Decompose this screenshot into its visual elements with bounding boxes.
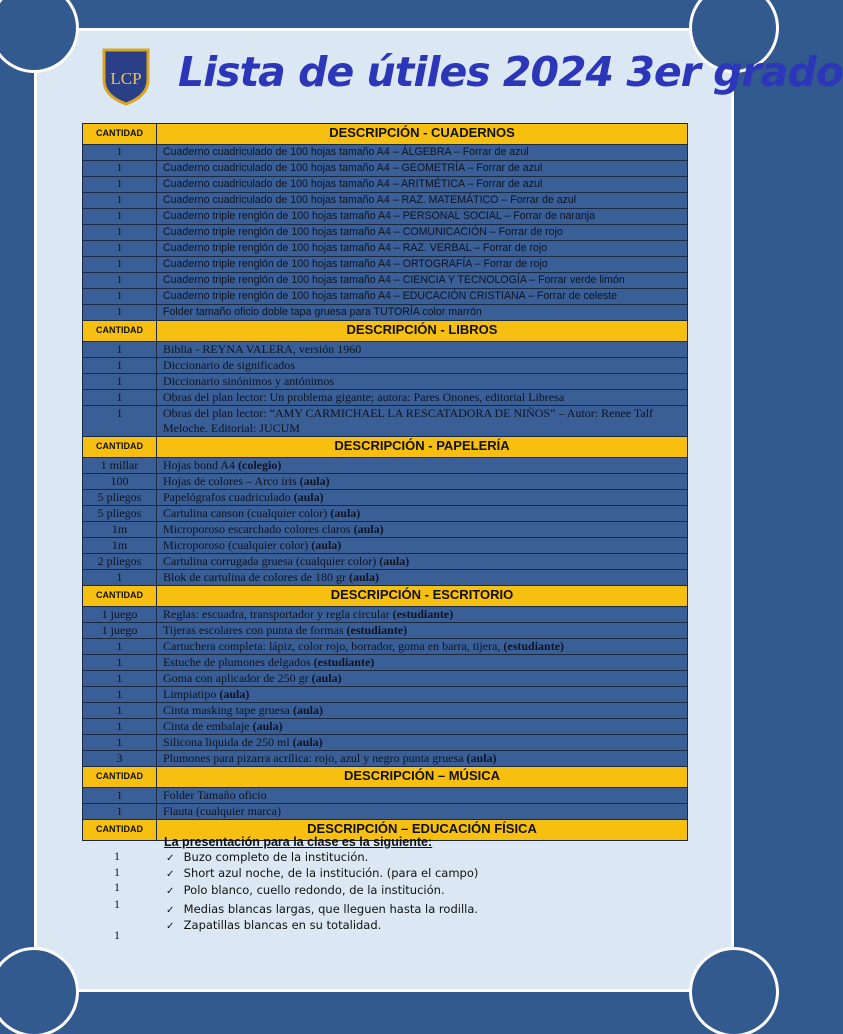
table-row: [83, 607, 688, 623]
section-header-row: [83, 321, 688, 342]
corner-decoration: [0, 950, 76, 1034]
item-description: Cinta masking tape gruesa (aula): [157, 703, 688, 719]
item-description: Obras del plan lector: “AMY CARMICHAEL LA RESCATADORA DE NIÑOS” – Autor: Renee Talf Meloche. Editorial: JUCUM: [157, 406, 688, 437]
pe-item-quantity: 1: [114, 865, 120, 879]
quantity-header: CANTIDAD: [83, 321, 157, 342]
item-description: Cartulina canson (cualquier color) (aula): [157, 506, 688, 522]
item-description: Cuaderno cuadriculado de 100 hojas tamaño A4 – GEOMETRÍA – Forrar de azul: [157, 161, 688, 177]
pe-list-item: [166, 850, 368, 864]
item-location-note: (aula): [466, 751, 497, 765]
item-description: Biblia - REYNA VALERA, versión 1960: [157, 342, 688, 358]
item-description: Diccionario sinónimos y antónimos: [157, 374, 688, 390]
checkmark-icon: ✓: [166, 886, 175, 897]
table-row: [83, 804, 688, 820]
item-quantity: 1m: [83, 538, 157, 554]
table-row: [83, 490, 688, 506]
table-row: [83, 458, 688, 474]
table-row: [83, 719, 688, 735]
item-description: Hojas de colores – Arco iris (aula): [157, 474, 688, 490]
item-location-note: (aula): [311, 538, 342, 552]
pe-list-item: [166, 918, 381, 932]
section-header-row: [83, 437, 688, 458]
item-quantity: 1: [83, 703, 157, 719]
item-quantity: 1: [83, 145, 157, 161]
table-row: [83, 241, 688, 257]
item-quantity: 1: [83, 655, 157, 671]
item-location-note: (aula): [219, 687, 250, 701]
table-row: [83, 257, 688, 273]
school-crest-logo: [100, 46, 152, 106]
pe-list-item: [166, 883, 445, 897]
item-description: Folder Tamaño oficio: [157, 788, 688, 804]
item-location-note: (estudiante): [503, 639, 565, 653]
table-row: [83, 788, 688, 804]
table-row: [83, 751, 688, 767]
section-title: DESCRIPCIÓN – MÚSICA: [157, 767, 688, 788]
section-header-row: [83, 767, 688, 788]
section-header-row: [83, 124, 688, 145]
item-quantity: 2 pliegos: [83, 554, 157, 570]
table-row: [83, 193, 688, 209]
item-description: Estuche de plumones delgados (estudiante): [157, 655, 688, 671]
item-quantity: 1: [83, 161, 157, 177]
pe-item-quantity: 1: [114, 928, 120, 942]
item-quantity: 3: [83, 751, 157, 767]
table-row: [83, 522, 688, 538]
item-description: Papelógrafos cuadriculado (aula): [157, 490, 688, 506]
item-location-note: (estudiante): [313, 655, 375, 669]
item-quantity: 1: [83, 406, 157, 437]
item-description: Cuaderno triple renglón de 100 hojas tamaño A4 – ORTOGRAFÍA – Forrar de rojo: [157, 257, 688, 273]
corner-decoration: [0, 0, 76, 70]
item-description: Cuaderno triple renglón de 100 hojas tamaño A4 – CIENCIA Y TECNOLOGÍA – Forrar verde limón: [157, 273, 688, 289]
pe-item-text: Short azul noche, de la institución. (para el campo): [180, 866, 479, 880]
item-quantity: 1: [83, 305, 157, 321]
pe-list-item: [166, 866, 478, 880]
item-description: Blok de cartulina de colores de 180 gr (aula): [157, 570, 688, 586]
pe-list-item: [166, 902, 478, 916]
table-row: [83, 273, 688, 289]
quantity-header: CANTIDAD: [83, 586, 157, 607]
table-row: [83, 570, 688, 586]
pe-item-quantity: 1: [114, 849, 120, 863]
table-row: [83, 655, 688, 671]
quantity-header: CANTIDAD: [83, 437, 157, 458]
section-title: DESCRIPCIÓN - PAPELERÍA: [157, 437, 688, 458]
table-row: [83, 735, 688, 751]
corner-decoration: [692, 950, 776, 1034]
item-quantity: 1 juego: [83, 623, 157, 639]
item-description: Microporoso escarchado colores claros (aula): [157, 522, 688, 538]
item-location-note: (aula): [353, 522, 384, 536]
pe-item-quantity: 1: [114, 897, 120, 911]
item-quantity: 1m: [83, 522, 157, 538]
section-title: DESCRIPCIÓN - LIBROS: [157, 321, 688, 342]
item-quantity: 1: [83, 390, 157, 406]
item-location-note: (aula): [293, 490, 324, 504]
table-row: [83, 358, 688, 374]
table-row: [83, 687, 688, 703]
page-header: [100, 42, 843, 112]
checkmark-icon: ✓: [166, 853, 175, 864]
item-description: Goma con aplicador de 250 gr (aula): [157, 671, 688, 687]
item-description: Cuaderno cuadriculado de 100 hojas tamaño A4 – ARITMÉTICA – Forrar de azul: [157, 177, 688, 193]
table-row: [83, 474, 688, 490]
item-location-note: (aula): [379, 554, 410, 568]
table-row: [83, 538, 688, 554]
checkmark-icon: ✓: [166, 921, 175, 932]
item-location-note: (aula): [330, 506, 361, 520]
item-quantity: 100: [83, 474, 157, 490]
section-header-row: [83, 586, 688, 607]
checkmark-icon: ✓: [166, 905, 175, 916]
item-location-note: (aula): [311, 671, 342, 685]
table-row: [83, 506, 688, 522]
item-location-note: (estudiante): [346, 623, 408, 637]
item-quantity: 1: [83, 193, 157, 209]
supply-table: [82, 123, 688, 841]
item-quantity: 1 juego: [83, 607, 157, 623]
item-description: Silicona liquida de 250 ml (aula): [157, 735, 688, 751]
item-quantity: 1: [83, 788, 157, 804]
table-row: [83, 177, 688, 193]
table-row: [83, 161, 688, 177]
item-quantity: 1: [83, 289, 157, 305]
item-quantity: 1: [83, 358, 157, 374]
item-description: Flauta (cualquier marca): [157, 804, 688, 820]
table-row: [83, 406, 688, 437]
page-title: Lista de útiles 2024 3er grado: [178, 48, 843, 96]
item-quantity: 1: [83, 639, 157, 655]
quantity-header: CANTIDAD: [83, 820, 157, 841]
item-quantity: 1: [83, 225, 157, 241]
pe-item-text: Buzo completo de la institución.: [180, 850, 369, 864]
table-row: [83, 342, 688, 358]
section-title: DESCRIPCIÓN – EDUCACIÓN FÍSICA: [157, 820, 688, 841]
item-description: Diccionario de significados: [157, 358, 688, 374]
item-quantity: 1: [83, 671, 157, 687]
pe-item-text: Zapatillas blancas en su totalidad.: [180, 918, 382, 932]
table-row: [83, 390, 688, 406]
item-quantity: 1: [83, 687, 157, 703]
item-description: Plumones para pizarra acrílica: rojo, azul y negro punta gruesa (aula): [157, 751, 688, 767]
item-quantity: 1: [83, 177, 157, 193]
item-description: Cuaderno cuadriculado de 100 hojas tamaño A4 – RAZ. MATEMÁTICO – Forrar de azul: [157, 193, 688, 209]
item-quantity: 1: [83, 342, 157, 358]
table-row: [83, 374, 688, 390]
item-quantity: 1: [83, 804, 157, 820]
table-row: [83, 145, 688, 161]
item-location-note: (aula): [348, 570, 379, 584]
item-description: Limpiatipo (aula): [157, 687, 688, 703]
section-title: DESCRIPCIÓN - CUADERNOS: [157, 124, 688, 145]
checkmark-icon: ✓: [166, 869, 175, 880]
item-quantity: 1: [83, 570, 157, 586]
pe-item-quantity: 1: [114, 880, 120, 894]
table-row: [83, 623, 688, 639]
table-row: [83, 225, 688, 241]
item-description: Folder tamaño oficio doble tapa gruesa para TUTORÍA color marrón: [157, 305, 688, 321]
table-row: [83, 671, 688, 687]
table-row: [83, 209, 688, 225]
item-description: Obras del plan lector: Un problema gigante; autora: Pares Onones, editorial Libresa: [157, 390, 688, 406]
pe-item-text: Medias blancas largas, que lleguen hasta la rodilla.: [180, 902, 479, 916]
item-quantity: 1: [83, 209, 157, 225]
item-quantity: 1: [83, 257, 157, 273]
item-description: Cuaderno triple renglón de 100 hojas tamaño A4 – PERSONAL SOCIAL – Forrar de naranja: [157, 209, 688, 225]
item-quantity: 1: [83, 735, 157, 751]
item-description: Microporoso (cualquier color) (aula): [157, 538, 688, 554]
item-description: Cuaderno triple renglón de 100 hojas tamaño A4 – COMUNICACIÓN – Forrar de rojo: [157, 225, 688, 241]
pe-item-text: Polo blanco, cuello redondo, de la institución.: [180, 883, 445, 897]
item-description: Cuaderno triple renglón de 100 hojas tamaño A4 – RAZ. VERBAL – Forrar de rojo: [157, 241, 688, 257]
crest-letters: LCP: [110, 69, 142, 88]
item-quantity: 5 pliegos: [83, 506, 157, 522]
item-description: Cartuchera completa: lápiz, color rojo, borrador, goma en barra, tijera, (estudiante): [157, 639, 688, 655]
table-row: [83, 289, 688, 305]
pe-intro-text: La presentación para la clase es la siguiente:: [164, 835, 433, 849]
item-location-note: (colegio): [238, 458, 282, 472]
item-location-note: (aula): [292, 735, 323, 749]
table-row: [83, 703, 688, 719]
item-location-note: (estudiante): [392, 607, 454, 621]
table-row: [83, 554, 688, 570]
item-description: Tijeras escolares con punta de formas (estudiante): [157, 623, 688, 639]
item-description: Hojas bond A4 (colegio): [157, 458, 688, 474]
section-title: DESCRIPCIÓN - ESCRITORIO: [157, 586, 688, 607]
table-row: [83, 639, 688, 655]
item-description: Cuaderno triple renglón de 100 hojas tamaño A4 – EDUCACIÓN CRISTIANA – Forrar de celeste: [157, 289, 688, 305]
item-description: Reglas: escuadra, transportador y regla circular (estudiante): [157, 607, 688, 623]
item-quantity: 1: [83, 719, 157, 735]
item-quantity: 1: [83, 273, 157, 289]
quantity-header: CANTIDAD: [83, 124, 157, 145]
item-location-note: (aula): [292, 703, 323, 717]
item-quantity: 1 millar: [83, 458, 157, 474]
item-quantity: 5 pliegos: [83, 490, 157, 506]
table-row: [83, 305, 688, 321]
item-quantity: 1: [83, 241, 157, 257]
item-description: Cinta de embalaje (aula): [157, 719, 688, 735]
item-description: Cartulina corrugada gruesa (cualquier color) (aula): [157, 554, 688, 570]
quantity-header: CANTIDAD: [83, 767, 157, 788]
item-quantity: 1: [83, 374, 157, 390]
supply-list: [82, 123, 688, 841]
item-location-note: (aula): [299, 474, 330, 488]
item-description: Cuaderno cuadriculado de 100 hojas tamaño A4 – ÁLGEBRA – Forrar de azul: [157, 145, 688, 161]
item-location-note: (aula): [252, 719, 283, 733]
